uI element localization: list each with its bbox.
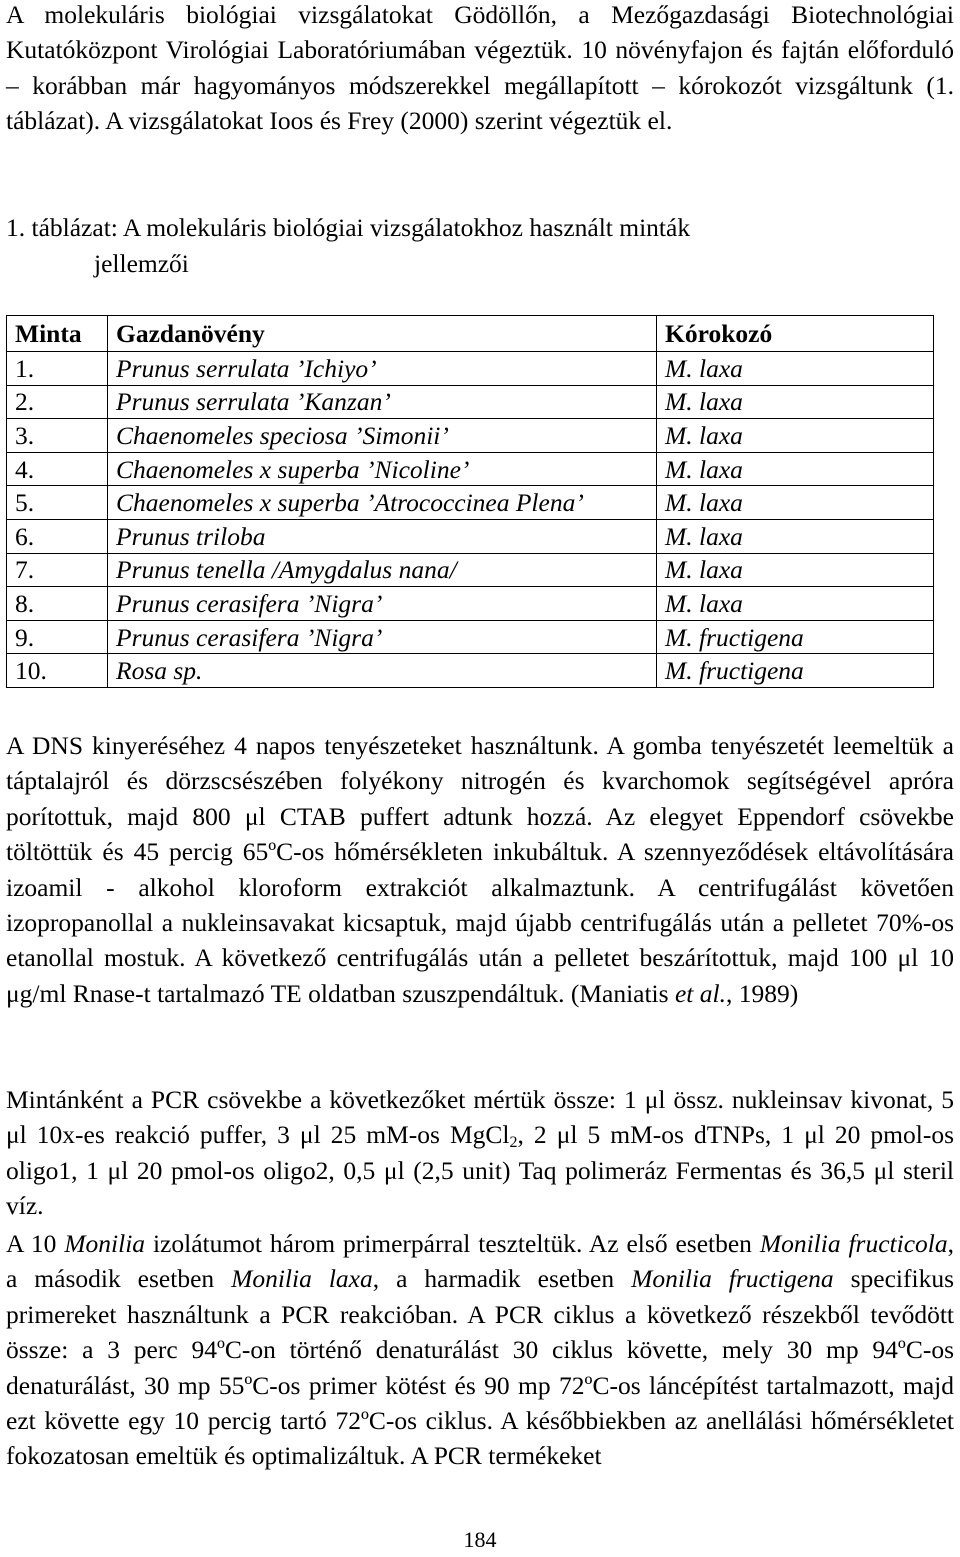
cell-host: Prunus tenella /Amygdalus nana/ xyxy=(108,553,657,587)
cell-minta: 2. xyxy=(7,385,108,419)
cell-host: Chaenomeles x superba ’Nicoline’ xyxy=(108,452,657,486)
monilia-text-4: , a harmadik esetben xyxy=(372,1264,632,1294)
table-header-row xyxy=(7,316,934,352)
cell-minta: 1. xyxy=(7,352,108,386)
monilia-text-3: , a második esetben xyxy=(6,1229,954,1294)
monilia-text-1: A 10 xyxy=(6,1229,65,1258)
intro-paragraph: A molekuláris biológiai vizsgálatokat Gödöllőn, a Mezőgazdasági Biotechnológiai Kutatóközpont Virológiai Laboratóriumában végeztük. 10 növényfajon és fajtán előforduló – korábban már hagyományos módszerekkel megállapított – kórokozót vizsgáltunk (1. táblázat). A vizsgálatokat Ioos és Frey (2000) szerint végeztük el. xyxy=(6,0,954,136)
header-gazdanoveny: Gazdanövény xyxy=(108,316,657,352)
cell-minta: 4. xyxy=(7,452,108,486)
table-row xyxy=(7,553,934,587)
table-caption-line-2: jellemzői xyxy=(94,249,189,278)
pcr-mix-paragraph xyxy=(6,1082,954,1224)
cell-host: Prunus serrulata ’Kanzan’ xyxy=(108,385,657,419)
cell-host: Prunus cerasifera ’Nigra’ xyxy=(108,587,657,621)
cell-pathogen: M. laxa xyxy=(657,587,934,621)
cell-minta: 8. xyxy=(7,587,108,621)
header-minta: Minta xyxy=(7,316,108,352)
cell-minta: 10. xyxy=(7,654,108,688)
cell-pathogen: M. laxa xyxy=(657,419,934,453)
method-year: , 1989) xyxy=(725,978,799,1008)
cell-minta: 5. xyxy=(7,486,108,520)
cell-pathogen: M. laxa xyxy=(657,452,934,486)
table-row xyxy=(7,587,934,621)
table-row xyxy=(7,654,934,688)
cell-pathogen: M. laxa xyxy=(657,519,934,553)
cell-pathogen: M. fructigena xyxy=(657,620,934,654)
cell-pathogen: M. laxa xyxy=(657,352,934,386)
table-row xyxy=(7,486,934,520)
monilia-laxa: Monilia laxa xyxy=(231,1264,373,1294)
cell-pathogen: M. fructigena xyxy=(657,654,934,688)
table-row xyxy=(7,452,934,486)
pcr-mix-text: Mintánként a PCR csövekbe a következőket mértük össze: 1 μl össz. nukleinsav kivonat, 5 μl 10x-es reakció puffer, 3 μl 25 mM-os MgCl xyxy=(6,1085,954,1150)
cell-host: Prunus cerasifera ’Nigra’ xyxy=(108,620,657,654)
cell-host: Chaenomeles x superba ’Atrococcinea Plena’ xyxy=(108,486,657,520)
page-number: 184 xyxy=(463,1527,497,1552)
monilia-fructigena: Monilia fructigena xyxy=(631,1264,834,1294)
samples-table xyxy=(6,315,934,688)
cell-minta: 7. xyxy=(7,553,108,587)
header-korokozo: Kórokozó xyxy=(657,316,934,352)
dna-extraction-paragraph xyxy=(6,728,954,1011)
cell-minta: 9. xyxy=(7,620,108,654)
table-row xyxy=(7,419,934,453)
cell-pathogen: M. laxa xyxy=(657,486,934,520)
table-row xyxy=(7,519,934,553)
cell-pathogen: M. laxa xyxy=(657,553,934,587)
cell-host: Rosa sp. xyxy=(108,654,657,688)
table-row xyxy=(7,352,934,386)
table-caption-line-1: 1. táblázat: A molekuláris biológiai vizsgálatokhoz használt minták xyxy=(6,213,691,242)
table-caption xyxy=(6,210,886,282)
cell-host: Prunus triloba xyxy=(108,519,657,553)
pcr-mix-text-rest: , 2 μl 5 mM-os dTNPs, 1 μl 20 pmol-os oligo1, 1 μl 20 pmol-os oligo2, 0,5 μl (2,5 unit) Taq polimeráz Fermentas és 36,5 μl steril víz. xyxy=(6,1120,954,1221)
method-etal: et al. xyxy=(674,978,726,1008)
monilia-text-2: izolátumot három primerpárral teszteltük. Az első esetben xyxy=(145,1229,760,1258)
cell-host: Prunus serrulata ’Ichiyo’ xyxy=(108,352,657,386)
pcr-mix-subscript: 2 xyxy=(509,1134,518,1152)
table-row xyxy=(7,385,934,419)
table-row xyxy=(7,620,934,654)
monilia-text-5: specifikus primereket használtunk a PCR reakcióban. A PCR ciklus a következő részekből tevődött össze: a 3 perc 94ºC-on történő denaturálást 30 ciklus követte, mely 30 mp 94ºC-os denaturálást, 30 mp 55ºC-os primer kötést és 90 mp 72ºC-os láncépítést tartalmazott, majd ezt követte egy 10 percig tartó 72ºC-os ciklus. A későbbiekben az anellálási hőmérsékletet fokozatosan emeltük és optimalizáltuk. A PCR termékeket xyxy=(6,1264,954,1471)
monilia-paragraph xyxy=(6,1226,954,1474)
cell-pathogen: M. laxa xyxy=(657,385,934,419)
monilia-genus: Monilia xyxy=(64,1229,146,1258)
monilia-fructicola: Monilia fructicola xyxy=(759,1229,948,1258)
method-text: A DNS kinyeréséhez 4 napos tenyészeteket használtunk. A gomba tenyészetét leemeltük a táptalajról és dörzscsészében folyékony nitrogén és kvarchomok segítségével apróra porítottuk, majd 800 μl CTAB puffert adtunk hozzá. Az elegyet Eppendorf csövekbe töltöttük és 45 percig 65ºC-os hőmérsékleten inkubáltuk. A szennyeződések eltávolítására izoamil - alkohol kloroform extrakciót alkalmaztunk. A centrifugálást követően izopropanollal a nukleinsavakat kicsaptuk, majd újabb centrifugálás után a pelletet 70%-os etanollal mostuk. A következő centrifugálás után a pelletet beszárítottuk, majd 100 μl 10 μg/ml Rnase-t tartalmazó TE oldatban szuszpendáltuk. (Maniatis xyxy=(6,731,954,1008)
cell-host: Chaenomeles speciosa ’Simonii’ xyxy=(108,419,657,453)
cell-minta: 6. xyxy=(7,519,108,553)
cell-minta: 3. xyxy=(7,419,108,453)
